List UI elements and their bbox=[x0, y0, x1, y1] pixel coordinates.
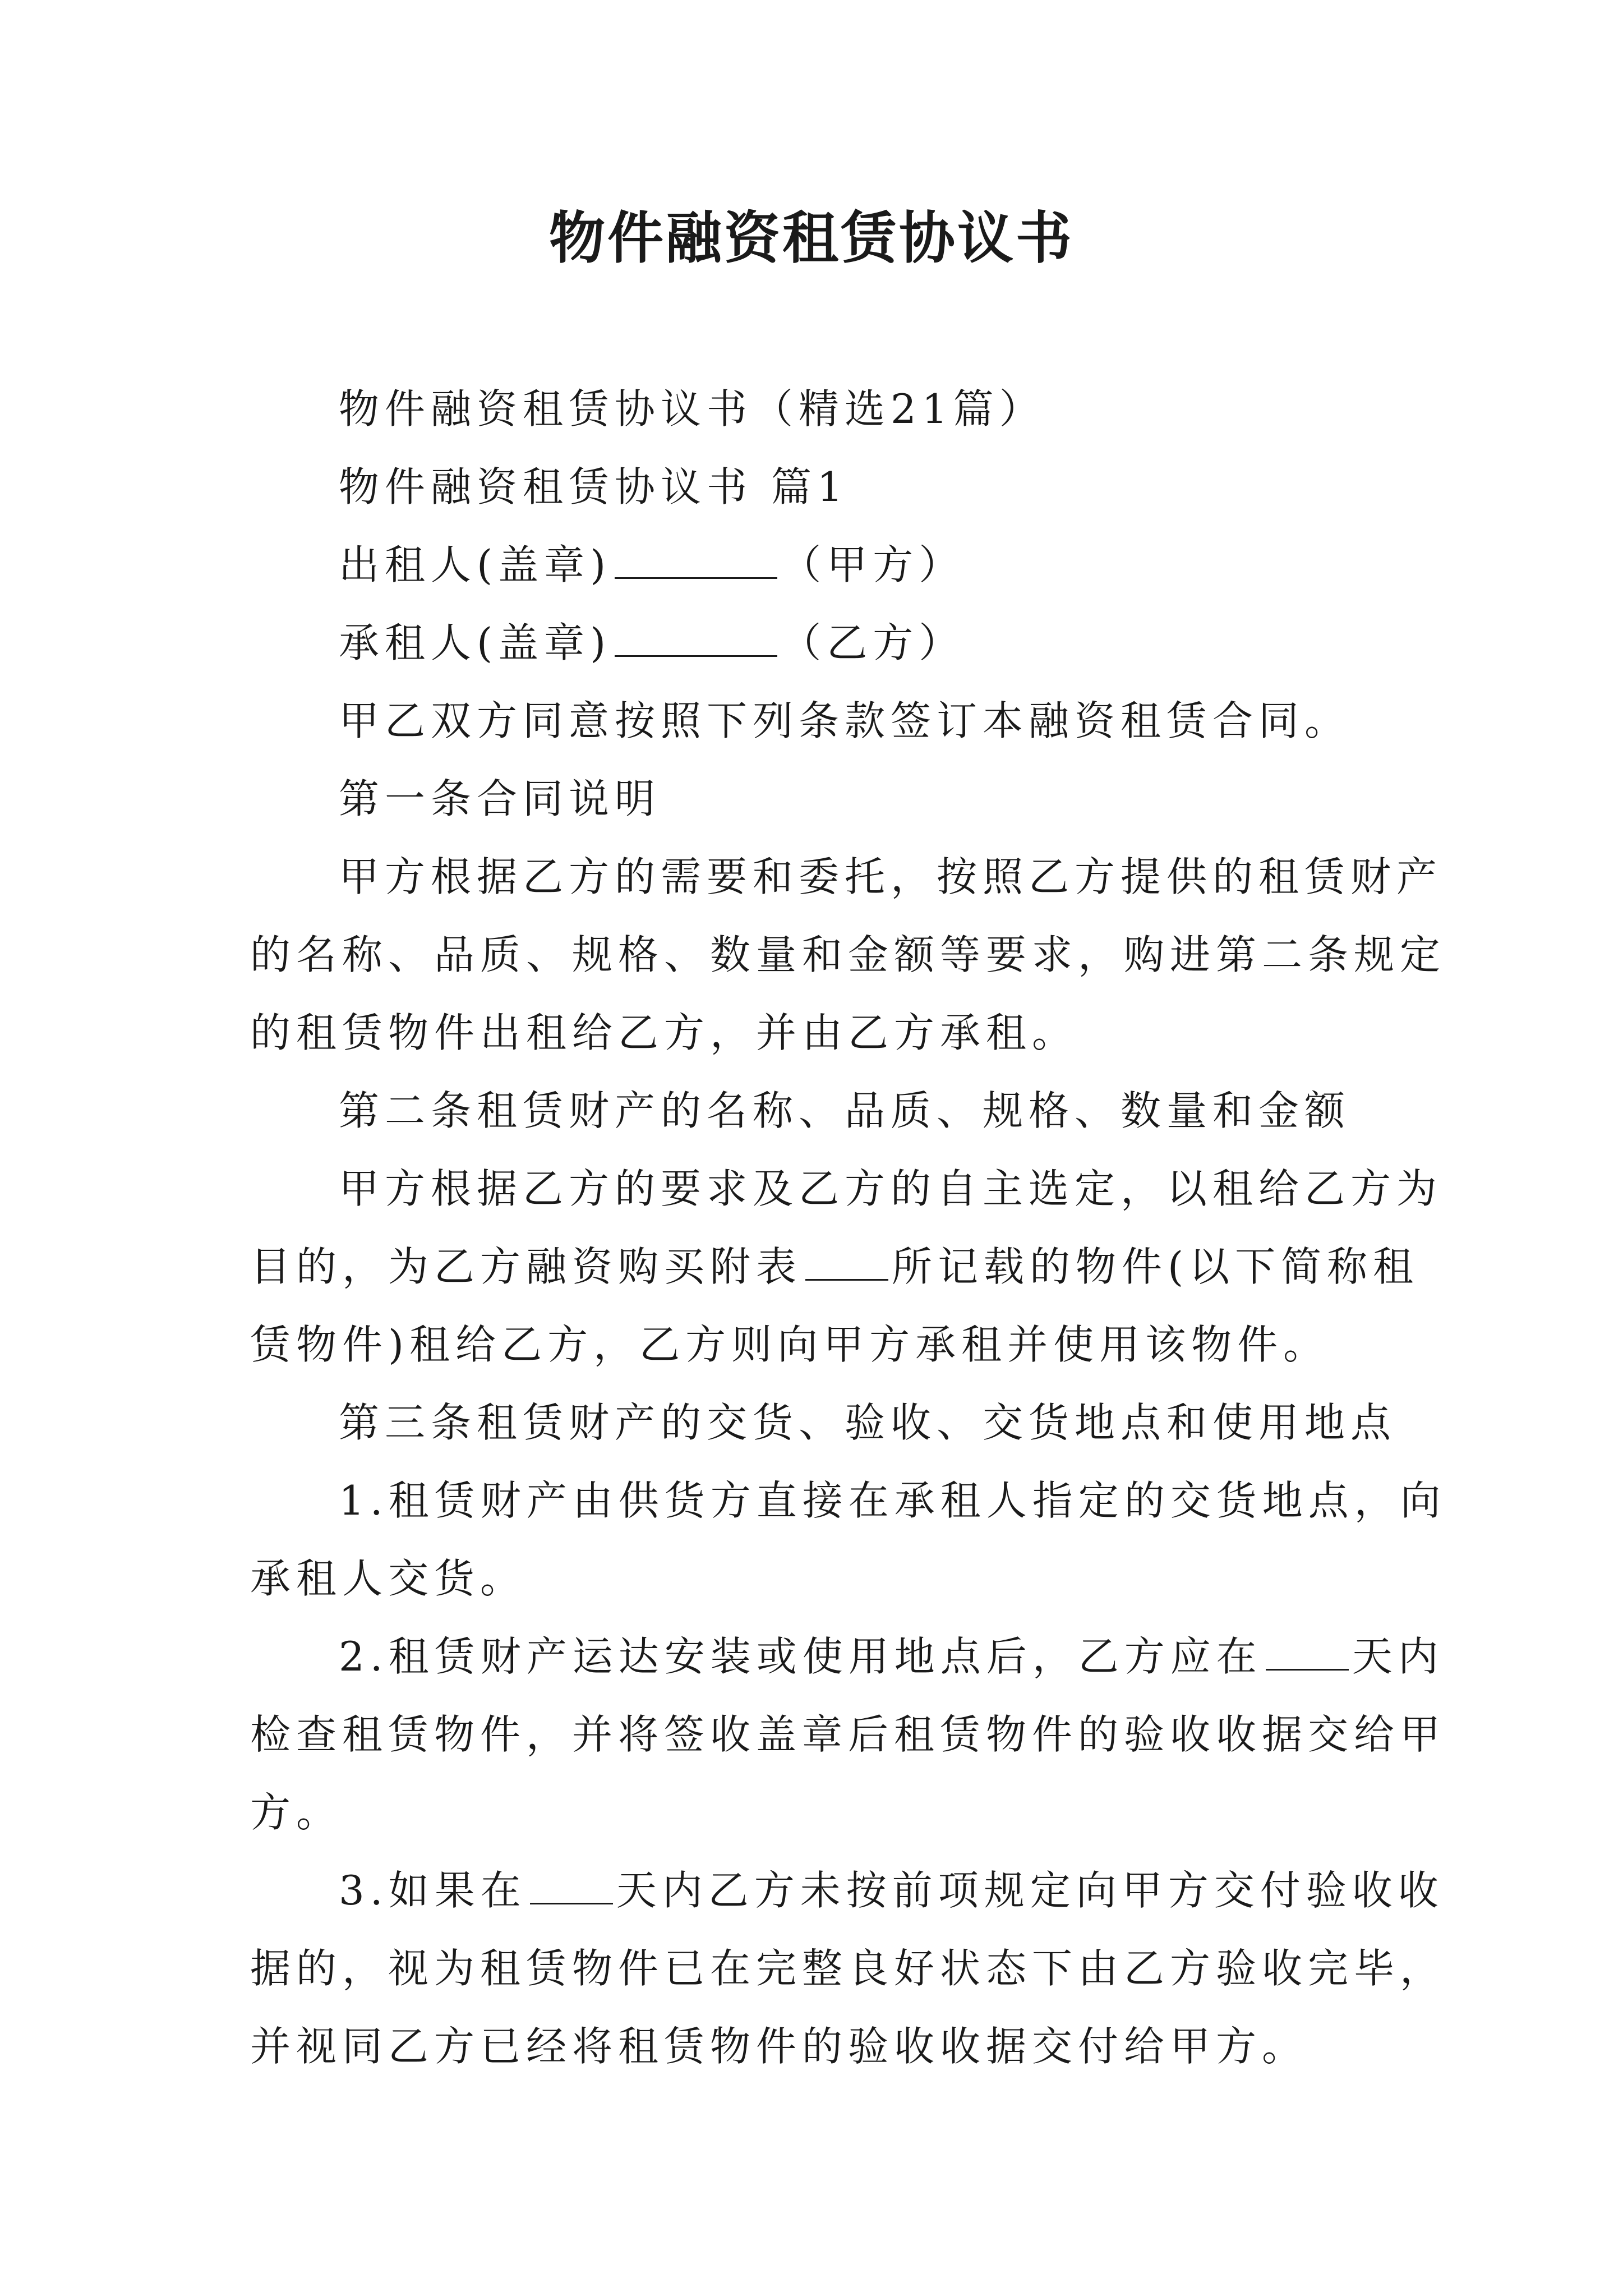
line-text: 天内 bbox=[1352, 1633, 1444, 1680]
paragraph-line bbox=[250, 370, 1394, 448]
line-text: 方。 bbox=[250, 1789, 343, 1836]
line-text: 目的，为乙方融资购买附表 bbox=[250, 1243, 803, 1290]
line-text: 甲方根据乙方的要求及乙方的自主选定，以租给乙方为 bbox=[339, 1165, 1443, 1212]
line-text: 承租人(盖章) bbox=[339, 619, 612, 666]
fill-in-blank bbox=[805, 1248, 888, 1281]
line-text: 物件融资租赁协议书（精选21篇） bbox=[339, 385, 1045, 432]
paragraph-line bbox=[250, 448, 1394, 526]
line-text: 所记载的物件(以下简称租 bbox=[892, 1243, 1419, 1290]
fill-in-blank bbox=[1266, 1637, 1349, 1671]
line-text: 出租人(盖章) bbox=[339, 541, 612, 588]
section-heading bbox=[250, 760, 1394, 838]
paragraph-line bbox=[250, 1696, 1446, 1774]
line-text: 据的，视为租赁物件已在完整良好状态下由乙方验收完毕， bbox=[250, 1945, 1446, 1992]
line-text: 1.租赁财产由供货方直接在承租人指定的交货地点，向 bbox=[339, 1477, 1446, 1524]
line-text: 并视同乙方已经将租赁物件的验收收据交付给甲方。 bbox=[250, 2023, 1308, 2070]
line-text: 物件融资租赁协议书 篇1 bbox=[339, 463, 849, 510]
paragraph-line bbox=[250, 916, 1446, 994]
section-heading bbox=[250, 1384, 1397, 1462]
paragraph-line bbox=[250, 1462, 1446, 1540]
line-text: 天内乙方未按前项规定向甲方交付验收收 bbox=[616, 1867, 1444, 1914]
paragraph-line bbox=[250, 1618, 1444, 1696]
page-title: 物件融资租赁协议书 bbox=[549, 205, 1074, 271]
fill-in-blank bbox=[530, 1871, 613, 1904]
line-text: （乙方） bbox=[781, 619, 965, 666]
paragraph-line bbox=[250, 682, 1394, 760]
line-text: 甲乙双方同意按照下列条款签订本融资租赁合同。 bbox=[339, 697, 1351, 744]
line-text: 检查租赁物件，并将签收盖章后租赁物件的验收收据交给甲 bbox=[250, 1711, 1446, 1758]
fill-in-blank bbox=[615, 546, 777, 579]
line-text: 第二条租赁财产的名称、品质、规格、数量和金额 bbox=[339, 1087, 1351, 1134]
line-text: 甲方根据乙方的需要和委托，按照乙方提供的租赁财产 bbox=[339, 853, 1443, 900]
paragraph-line bbox=[250, 1930, 1446, 2008]
section-heading bbox=[250, 1072, 1394, 1150]
line-text: 3.如果在 bbox=[339, 1867, 527, 1914]
line-text: 赁物件)租给乙方，乙方则向甲方承租并使用该物件。 bbox=[250, 1321, 1330, 1368]
paragraph-line bbox=[250, 1774, 1394, 1852]
line-text: 的名称、品质、规格、数量和金额等要求，购进第二条规定 bbox=[250, 931, 1446, 978]
paragraph-line bbox=[250, 1540, 1394, 1618]
paragraph-line bbox=[250, 838, 1443, 916]
line-text: 2.租赁财产运达安装或使用地点后，乙方应在 bbox=[339, 1633, 1262, 1680]
paragraph-line bbox=[250, 1228, 1419, 1306]
paragraph-line bbox=[250, 1150, 1443, 1228]
line-text: 的租赁物件出租给乙方，并由乙方承租。 bbox=[250, 1009, 1078, 1056]
document-body bbox=[250, 370, 1446, 2086]
line-text: 第三条租赁财产的交货、验收、交货地点和使用地点 bbox=[339, 1399, 1397, 1446]
line-text: （甲方） bbox=[781, 541, 965, 588]
lessor-line bbox=[250, 526, 1394, 604]
line-text: 承租人交货。 bbox=[250, 1555, 527, 1602]
fill-in-blank bbox=[615, 624, 777, 657]
paragraph-line bbox=[250, 2008, 1394, 2086]
paragraph-line bbox=[250, 994, 1394, 1072]
line-text: 第一条合同说明 bbox=[339, 775, 661, 822]
paragraph-line bbox=[250, 1306, 1394, 1384]
paragraph-line bbox=[250, 1852, 1444, 1930]
lessee-line bbox=[250, 604, 1394, 682]
